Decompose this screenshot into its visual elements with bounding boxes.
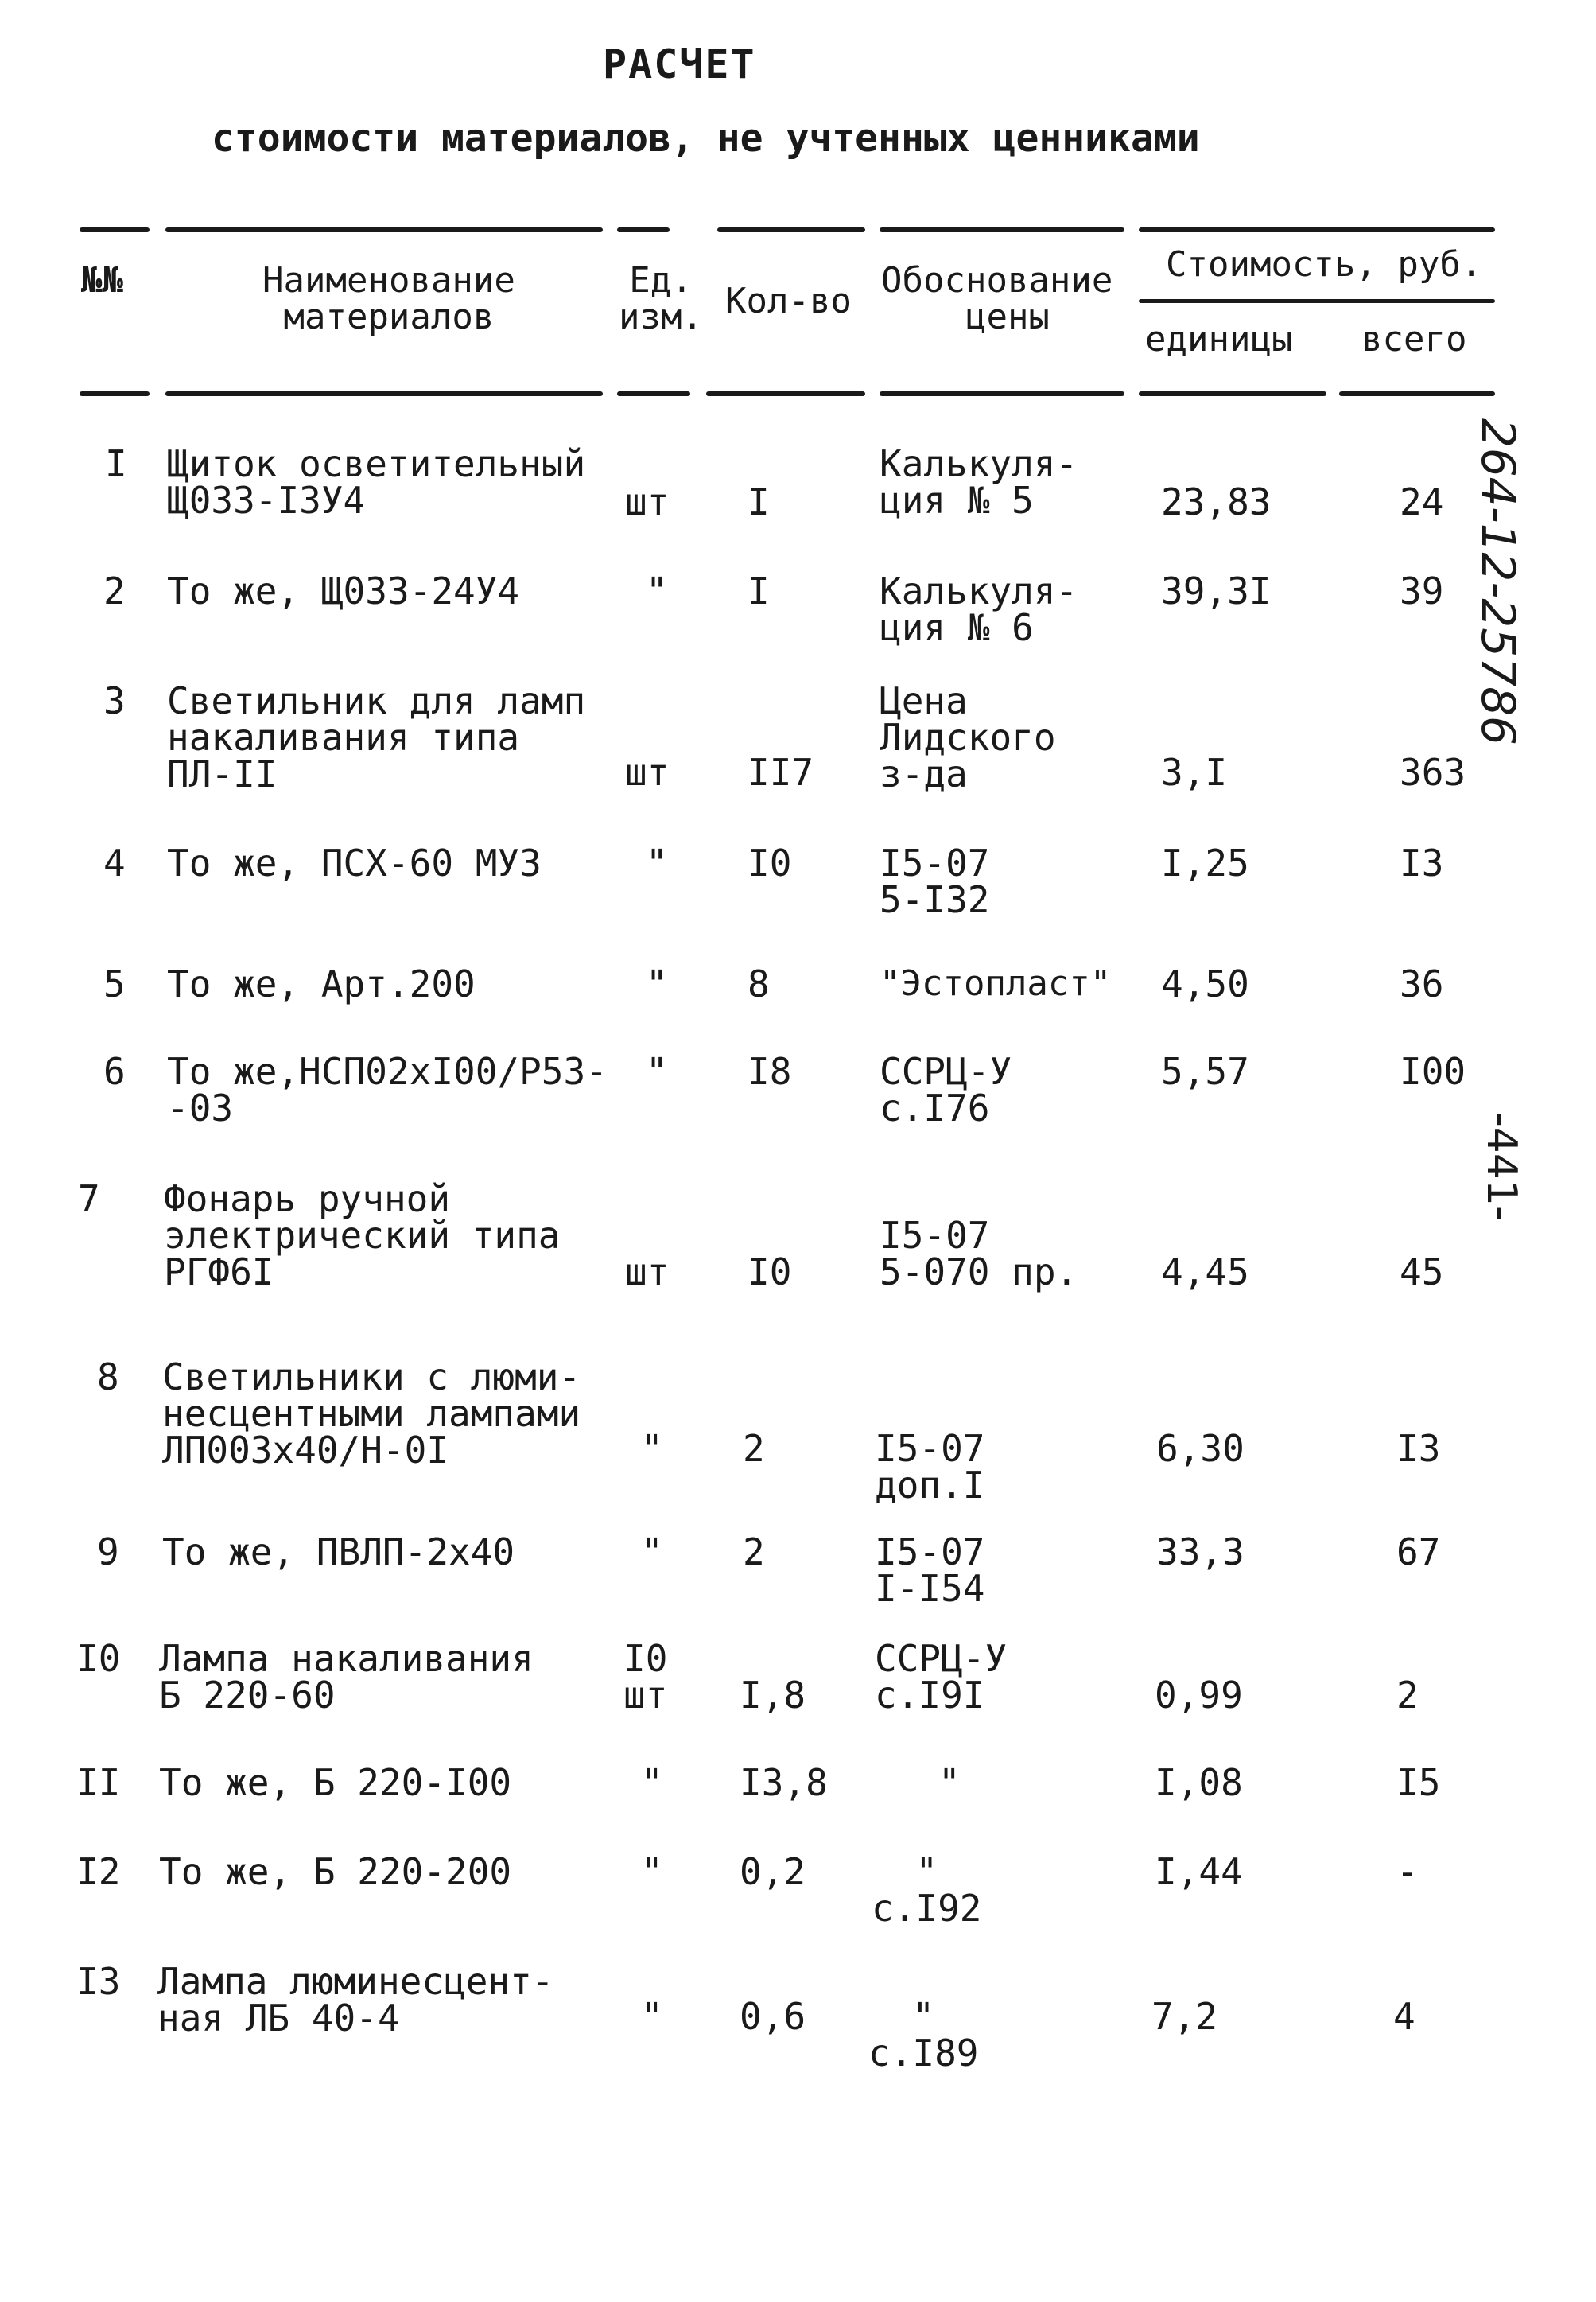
row-qty: I8: [748, 1050, 792, 1093]
row-price: 6,30: [1156, 1427, 1245, 1470]
row-num: I: [105, 442, 127, 485]
row-unit: ": [641, 1427, 663, 1470]
row-unit: шт: [625, 1250, 670, 1293]
row-name: То же, ПСХ-60 МУЗ: [167, 842, 542, 885]
rule-cost-split: [1139, 299, 1495, 303]
row-qty: 0,6: [740, 1995, 806, 2038]
row-price: I,44: [1155, 1850, 1243, 1893]
rule-hdr-name: [165, 391, 603, 396]
row-unit: ": [646, 842, 668, 885]
row-num: I3: [76, 1960, 121, 2003]
row-qty: 2: [743, 1530, 765, 1573]
row-qty: I3,8: [740, 1761, 828, 1804]
row-name: То же, Арт.200: [167, 962, 476, 1005]
row-total: 2: [1396, 1674, 1419, 1717]
row-basis: Калькуля- ция № 5: [880, 442, 1078, 522]
row-name: Светильники с люми- несцентными лампами ЛП003х40/Н-0I: [162, 1355, 581, 1472]
row-unit: ": [641, 1530, 663, 1573]
row-qty: I: [748, 480, 770, 523]
row-name: То же,НСП02хI00/Р53- -03: [167, 1050, 608, 1130]
row-price: 33,3: [1156, 1530, 1245, 1573]
row-total: -: [1396, 1850, 1419, 1893]
row-num: 9: [97, 1530, 119, 1573]
margin-doc-number: 264-12-25786: [1471, 418, 1525, 745]
row-num: I2: [76, 1850, 121, 1893]
row-total: 45: [1400, 1250, 1444, 1293]
row-unit: ": [641, 1850, 663, 1893]
rule-hdr-num: [80, 391, 150, 396]
rule-hdr-unit: [617, 391, 690, 396]
header-cost-total: всего: [1361, 319, 1467, 360]
row-basis: I5-07 доп.I: [875, 1427, 985, 1507]
row-name: То же, Б 220-200: [159, 1850, 512, 1893]
row-basis: "Эстопласт": [880, 963, 1112, 1004]
rule-top-num: [80, 227, 150, 232]
row-name: Лампа люминесцент- ная ЛБ 40-4: [157, 1960, 554, 2040]
row-qty: I,8: [740, 1674, 806, 1717]
margin-page-number: -441-: [1478, 1112, 1525, 1221]
row-price: I,08: [1155, 1761, 1243, 1804]
row-num: 7: [78, 1177, 100, 1220]
header-cost-unit: единицы: [1145, 319, 1293, 360]
row-num: 3: [103, 679, 126, 722]
row-basis: I5-07 I-I54: [875, 1530, 985, 1610]
row-total: 36: [1400, 962, 1444, 1005]
row-price: 23,83: [1161, 480, 1272, 523]
rule-hdr-basis: [880, 391, 1124, 396]
row-qty: 8: [748, 962, 770, 1005]
row-name: Щиток осветительный Щ033-I3У4: [167, 442, 586, 522]
header-basis: Обоснование цены: [881, 260, 1113, 337]
row-name: То же, Щ033-24У4: [167, 570, 520, 612]
row-name: Светильник для ламп накаливания типа ПЛ-II: [167, 679, 586, 795]
row-total: 24: [1400, 480, 1444, 523]
rule-top-basis: [880, 227, 1124, 232]
row-num: 4: [103, 842, 126, 885]
row-qty: 2: [743, 1427, 765, 1470]
row-name: То же, ПВЛП-2х40: [162, 1530, 515, 1573]
row-price: 3,I: [1161, 751, 1228, 794]
row-price: 7,2: [1151, 1995, 1218, 2038]
row-unit: шт: [625, 480, 670, 523]
row-price: 0,99: [1155, 1674, 1243, 1717]
row-name: То же, Б 220-I00: [159, 1761, 512, 1804]
header-cost: Стоимость, руб.: [1166, 244, 1482, 285]
rule-hdr-total: [1339, 391, 1495, 396]
row-basis: ": [938, 1761, 961, 1804]
rule-top-qty: [717, 227, 865, 232]
row-unit: ": [641, 1761, 663, 1804]
row-basis: ССРЦ-У с.I76: [880, 1050, 1012, 1130]
row-qty: II7: [748, 751, 814, 794]
row-total: 4: [1393, 1995, 1415, 2038]
header-unit: Ед. изм.: [619, 260, 703, 337]
row-total: I3: [1400, 842, 1444, 885]
row-price: 4,45: [1161, 1250, 1249, 1293]
row-basis: " с.I89: [868, 1995, 979, 2075]
row-qty: 0,2: [740, 1850, 806, 1893]
row-price: I,25: [1161, 842, 1249, 885]
rule-top-cost: [1139, 227, 1495, 232]
row-num: 2: [103, 570, 126, 612]
row-basis: ССРЦ-У с.I9I: [875, 1637, 1008, 1717]
row-total: I5: [1396, 1761, 1441, 1804]
rule-hdr-qty: [706, 391, 865, 396]
header-qty: Кол-во: [725, 281, 852, 321]
row-basis: I5-07 5-070 пр.: [880, 1214, 1078, 1293]
row-unit: I0 шт: [623, 1637, 668, 1717]
row-basis: I5-07 5-I32: [880, 842, 990, 921]
row-qty: I: [748, 570, 770, 612]
row-total: I00: [1400, 1050, 1466, 1093]
header-num: №№: [81, 260, 123, 301]
row-unit: ": [646, 962, 668, 1005]
row-num: 8: [97, 1355, 119, 1398]
row-price: 4,50: [1161, 962, 1249, 1005]
row-unit: ": [646, 1050, 668, 1093]
rule-hdr-price: [1139, 391, 1326, 396]
row-name: Фонарь ручной электрический типа РГФ6I: [164, 1177, 561, 1293]
row-num: 6: [103, 1050, 126, 1093]
rule-top-name: [165, 227, 603, 232]
row-name: Лампа накаливания Б 220-60: [159, 1637, 534, 1717]
row-num: 5: [103, 962, 126, 1005]
row-total: 67: [1396, 1530, 1441, 1573]
row-total: 39: [1400, 570, 1444, 612]
row-total: I3: [1396, 1427, 1441, 1470]
row-num: I0: [76, 1637, 121, 1680]
row-basis: Цена Лидского з-да: [880, 679, 1056, 795]
row-qty: I0: [748, 842, 792, 885]
row-unit: шт: [625, 751, 670, 794]
row-qty: I0: [748, 1250, 792, 1293]
row-total: 363: [1400, 751, 1466, 794]
document-subtitle: стоимости материалов, не учтенных ценниками: [212, 116, 1200, 161]
rule-top-unit: [617, 227, 670, 232]
row-basis: Калькуля- ция № 6: [880, 570, 1078, 649]
row-num: II: [76, 1761, 121, 1804]
row-price: 39,3I: [1161, 570, 1272, 612]
document-title: РАСЧЕТ: [603, 41, 756, 87]
row-unit: ": [641, 1995, 663, 2038]
row-price: 5,57: [1161, 1050, 1249, 1093]
header-name: Наименование материалов: [262, 260, 515, 337]
row-unit: ": [646, 570, 668, 612]
row-basis: " с.I92: [872, 1850, 982, 1930]
